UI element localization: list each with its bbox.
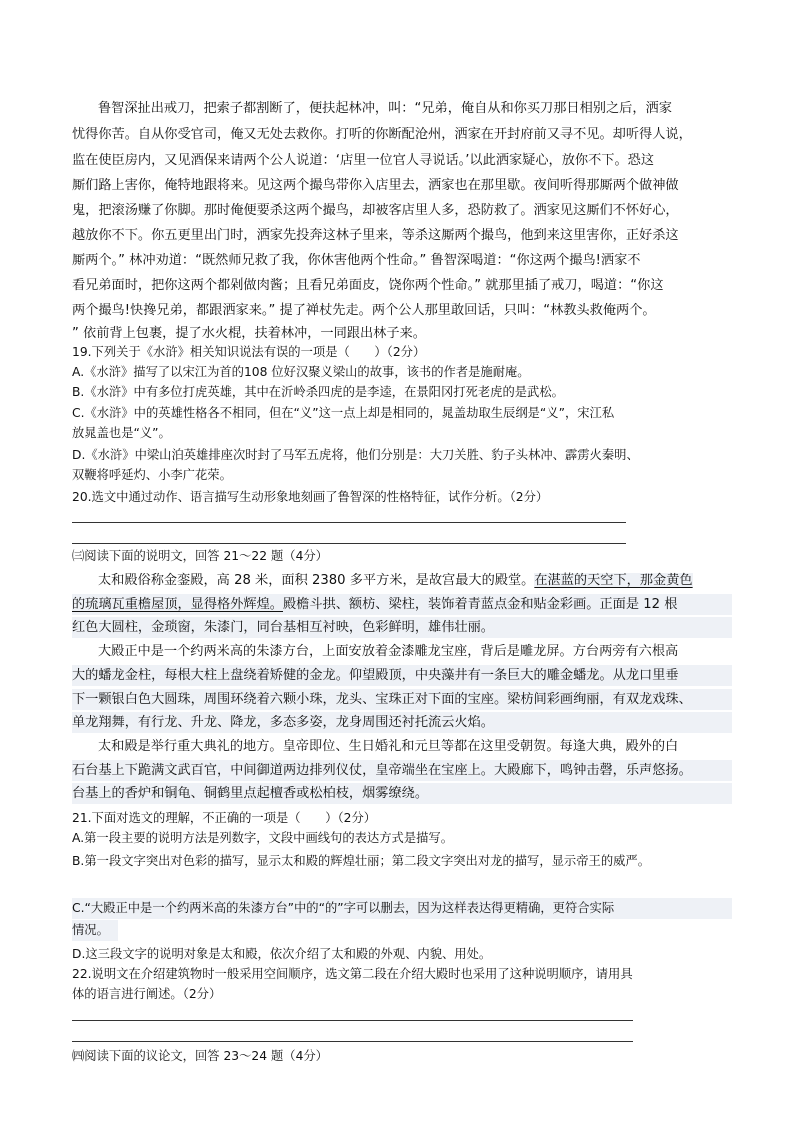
answer-line[interactable] <box>72 1020 633 1021</box>
question-19-stem: 19.下列关于《水浒》相关知识说法有误的一项是（ ）（2分） <box>72 345 426 359</box>
passage-line: 太和殿是举行重大典礼的地方。皇帝即位、生日婚礼和元旦等都在这里受朝贺。每逢大典，殿外的白 <box>98 739 679 754</box>
passage-line: 大的蟠龙金柱，每根大柱上盘绕着矫健的金龙。仰望殿顶，中央藻井有一条巨大的雕金蟠龙。从龙口里垂 <box>72 665 732 686</box>
passage-line: 下一颗银白色大圆珠，周围环绕着六颗小珠，龙头、宝珠正对下面的宝座。梁枋间彩画绚丽，有双龙戏珠、 <box>72 689 732 710</box>
answer-line[interactable] <box>72 543 626 544</box>
question-21-option-d: D.这三段文字的说明对象是太和殿，依次介绍了太和殿的外观、内貌、用处。 <box>72 947 492 961</box>
passage-line: 台基上的香炉和铜龟、铜鹤里点起檀香或松柏枝，烟雾缭绕。 <box>72 783 732 804</box>
question-19-option-a: A.《水浒》描写了以宋江为首的108 位好汉聚义梁山的故事，该书的作者是施耐庵。 <box>72 365 530 379</box>
section-4-heading: ㈣阅读下面的议论文，回答 23～24 题（4分） <box>72 1049 328 1063</box>
passage-line: 忧得你苦。自从你受官司，俺又无处去救你。打听的你断配沧州，洒家在开封府前又寻不见。却听得人说， <box>72 127 692 142</box>
passage-line: 厮两个。” 林冲劝道：“既然师兄救了我，你休害他两个性命。” 鲁智深喝道：“你这两个撮鸟!洒家不 <box>72 253 641 268</box>
question-21-option-b: B.第一段文字突出对色彩的描写，显示太和殿的辉煌壮丽；第二段文字突出对龙的描写，显示帝王的威严。 <box>72 854 651 868</box>
passage-text: 殿檐斗拱、额枋、梁柱，装饰着青蓝点金和贴金彩画。正面是 12 根 <box>283 597 678 612</box>
question-21-option-a: A.第一段主要的说明方法是列数字，文段中画线句的表达方式是描写。 <box>72 831 454 845</box>
passage-line: 鲁智深扯出戒刀，把索子都割断了，便扶起林冲，叫：“兄弟，俺自从和你买刀那日相别之后，洒家 <box>98 101 672 116</box>
passage-line <box>98 570 732 591</box>
passage-line: 两个撮鸟!快搀兄弟，都跟洒家来。” 提了禅杖先走。两个公人那里敢回话，只叫：“林教头救俺两个。 <box>72 303 656 318</box>
answer-line[interactable] <box>72 522 626 523</box>
question-21-option-c-cont: 情况。 <box>72 920 118 941</box>
passage-line: 厮们路上害你，俺特地跟将来。见这两个撮鸟带你入店里去，洒家也在那里歇。夜间听得那厮两个做神做 <box>72 178 679 193</box>
question-19-option-d-cont: 双鞭将呼延灼、小李广花荣。 <box>72 468 232 482</box>
question-19-option-c: C.《水浒》中的英雄性格各不相同，但在“义”这一点上却是相同的，晁盖劫取生辰纲是“义”，宋江私 <box>72 406 615 420</box>
passage-line: 单龙翔舞，有行龙、升龙、降龙，多态多姿，龙身周围还衬托流云火焰。 <box>72 712 732 733</box>
passage-text: 太和殿俗称金銮殿，高 28 米，面积 2380 多平方米，是故宫最大的殿堂。 <box>98 573 535 588</box>
passage-line: 监在使臣房内，又见酒保来请两个公人说道：‘店里一位官人寻说话。’以此洒家疑心，放你不下。恐这 <box>72 153 655 168</box>
passage-line: 石台基上下跪满文武百官，中间御道两边排列仪仗，皇帝端坐在宝座上。大殿廊下，鸣钟击磬，乐声悠扬。 <box>72 760 732 781</box>
question-19-option-d: D.《水浒》中梁山泊英雄排座次时封了马军五虎将，他们分别是：大刀关胜、豹子头林冲、霹雳火秦明、 <box>72 448 639 462</box>
answer-line[interactable] <box>72 1041 633 1042</box>
underlined-sentence: 在湛蓝的天空下，那金黄色 <box>534 573 693 588</box>
underlined-sentence: 的琉璃瓦重檐屋顶，显得格外辉煌。 <box>72 597 283 612</box>
question-20-stem: 20.选文中通过动作、语言描写生动形象地刻画了鲁智深的性格特征，试作分析。（2分） <box>72 490 549 504</box>
question-22-stem: 22.说明文在介绍建筑物时一般采用空间顺序，选文第二段在介绍大殿时也采用了这种说明顺序，请用具 <box>72 967 633 981</box>
question-21-option-c: C.“大殿正中是一个约两米高的朱漆方台”中的“的”字可以删去，因为这样表达得更精确，更符合实际 <box>72 898 732 919</box>
passage-line: ” 依前背上包裹，提了水火棍，扶着林冲，一同跟出林子来。 <box>72 326 426 341</box>
question-22-stem-cont: 体的语言进行阐述。（2分） <box>72 987 222 1001</box>
section-3-heading: ㈢阅读下面的说明文，回答 21～22 题（4分） <box>72 549 328 563</box>
question-19-option-c-cont: 放晁盖也是“义”。 <box>72 426 171 440</box>
question-21-stem: 21.下面对选文的理解，不正确的一项是（ ）（2分） <box>72 811 377 825</box>
passage-line: 大殿正中是一个约两米高的朱漆方台，上面安放着金漆雕龙宝座，背后是雕龙屏。方台两旁有六根高 <box>98 644 679 659</box>
question-19-option-b: B.《水浒》中有多位打虎英雄，其中在沂岭杀四虎的是李逵，在景阳冈打死老虎的是武松。 <box>72 385 564 399</box>
passage-line <box>72 594 732 615</box>
passage-line: 越放你不下。你五更里出门时，洒家先投奔这林子里来，等杀这厮两个撮鸟，他到来这里害你，正好杀这 <box>72 228 679 243</box>
passage-line: 看兄弟面时，把你这两个都剁做肉酱；且看兄弟面皮，饶你两个性命。” 就那里插了戒刀，喝道：“你这 <box>72 278 664 293</box>
passage-line: 红色大圆柱，金琐窗，朱漆门，同台基相互衬映，色彩鲜明，雄伟壮丽。 <box>72 617 732 638</box>
passage-line: 鬼，把滚汤赚了你脚。那时俺便要杀这两个撮鸟，却被客店里人多，恐防救了。洒家见这厮们不怀好心， <box>72 203 679 218</box>
